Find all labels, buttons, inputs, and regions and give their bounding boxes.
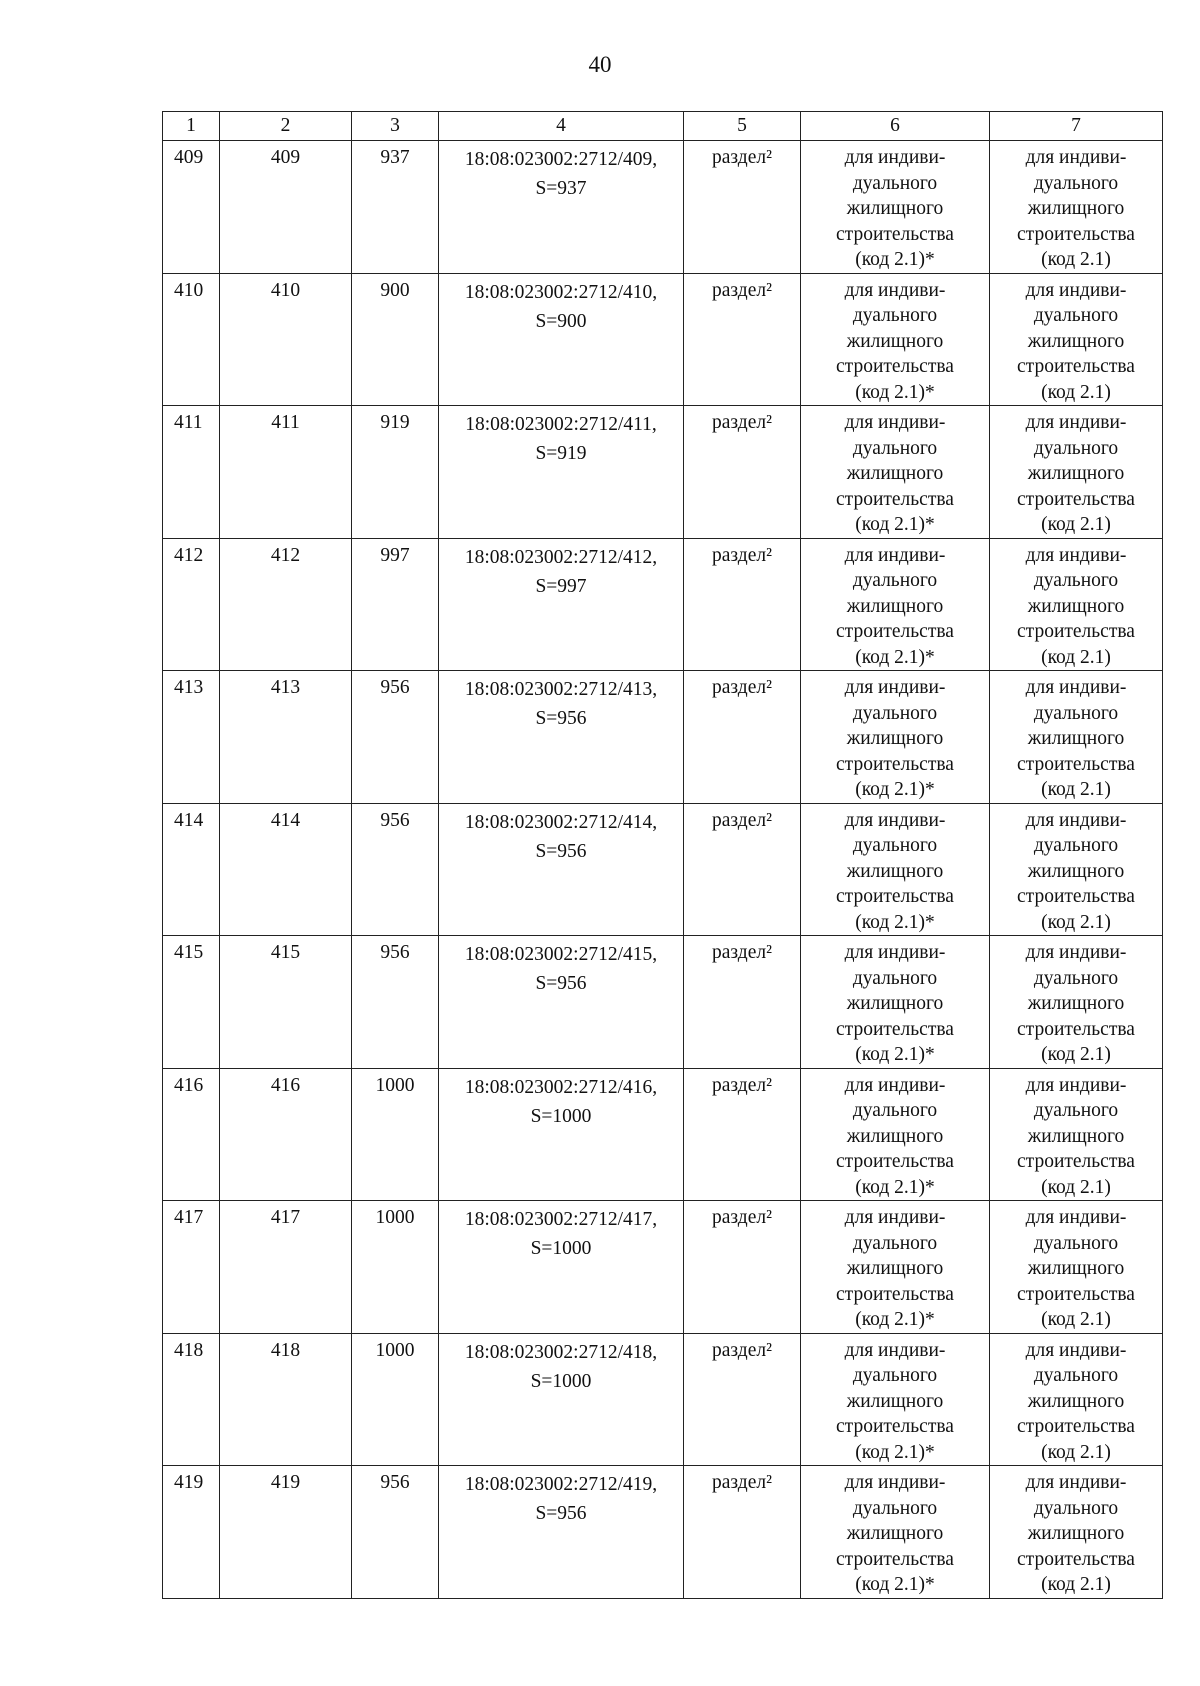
- page-number: 40: [588, 52, 612, 77]
- cell-permitted-use-current: для индиви- дуального жилищного строительства (код 2.1)*: [801, 803, 990, 936]
- header-col-7: 7: [990, 112, 1163, 141]
- cell-cadastral-number: 18:08:023002:2712/414, S=956: [439, 803, 684, 936]
- cell-plot-number: 413: [220, 671, 352, 804]
- cell-area: 1000: [352, 1333, 439, 1466]
- header-col-5: 5: [684, 112, 801, 141]
- cell-row-number: 415: [163, 936, 220, 1069]
- cell-area: 956: [352, 936, 439, 1069]
- cell-row-number: 419: [163, 1466, 220, 1599]
- cell-plot-number: 419: [220, 1466, 352, 1599]
- table-row: [163, 1068, 1163, 1201]
- cell-plot-number: 409: [220, 141, 352, 274]
- cell-permitted-use-new: для индиви- дуального жилищного строительства (код 2.1): [990, 1201, 1163, 1334]
- header-row: [163, 112, 1163, 141]
- cell-permitted-use-new: для индиви- дуального жилищного строительства (код 2.1): [990, 803, 1163, 936]
- cell-plot-number: 418: [220, 1333, 352, 1466]
- cell-plot-number: 410: [220, 273, 352, 406]
- cell-area: 1000: [352, 1201, 439, 1334]
- cell-cadastral-number: 18:08:023002:2712/413, S=956: [439, 671, 684, 804]
- cell-plot-number: 414: [220, 803, 352, 936]
- cell-permitted-use-new: для индиви- дуального жилищного строительства (код 2.1): [990, 1333, 1163, 1466]
- table-row: [163, 1201, 1163, 1334]
- cell-area: 956: [352, 803, 439, 936]
- cell-section: раздел²: [684, 803, 801, 936]
- cell-plot-number: 412: [220, 538, 352, 671]
- cell-permitted-use-current: для индиви- дуального жилищного строительства (код 2.1)*: [801, 406, 990, 539]
- cell-area: 937: [352, 141, 439, 274]
- cell-permitted-use-new: для индиви- дуального жилищного строительства (код 2.1): [990, 141, 1163, 274]
- land-plots-table: [162, 111, 1163, 1599]
- cell-area: 956: [352, 1466, 439, 1599]
- table-row: [163, 803, 1163, 936]
- cell-section: раздел²: [684, 141, 801, 274]
- cell-plot-number: 417: [220, 1201, 352, 1334]
- cell-area: 900: [352, 273, 439, 406]
- cell-area: 919: [352, 406, 439, 539]
- cell-cadastral-number: 18:08:023002:2712/417, S=1000: [439, 1201, 684, 1334]
- cell-cadastral-number: 18:08:023002:2712/409, S=937: [439, 141, 684, 274]
- cell-permitted-use-new: для индиви- дуального жилищного строительства (код 2.1): [990, 1466, 1163, 1599]
- cell-cadastral-number: 18:08:023002:2712/411, S=919: [439, 406, 684, 539]
- cell-area: 1000: [352, 1068, 439, 1201]
- table-row: [163, 273, 1163, 406]
- table-row: [163, 406, 1163, 539]
- cell-permitted-use-current: для индиви- дуального жилищного строительства (код 2.1)*: [801, 936, 990, 1069]
- cell-cadastral-number: 18:08:023002:2712/419, S=956: [439, 1466, 684, 1599]
- cell-row-number: 409: [163, 141, 220, 274]
- cell-row-number: 418: [163, 1333, 220, 1466]
- cell-row-number: 411: [163, 406, 220, 539]
- cell-section: раздел²: [684, 1466, 801, 1599]
- cell-plot-number: 415: [220, 936, 352, 1069]
- table-row: [163, 1333, 1163, 1466]
- cell-cadastral-number: 18:08:023002:2712/410, S=900: [439, 273, 684, 406]
- cell-cadastral-number: 18:08:023002:2712/418, S=1000: [439, 1333, 684, 1466]
- cell-section: раздел²: [684, 1201, 801, 1334]
- cell-permitted-use-new: для индиви- дуального жилищного строительства (код 2.1): [990, 406, 1163, 539]
- cell-permitted-use-current: для индиви- дуального жилищного строительства (код 2.1)*: [801, 273, 990, 406]
- cell-area: 997: [352, 538, 439, 671]
- cell-row-number: 412: [163, 538, 220, 671]
- header-col-2: 2: [220, 112, 352, 141]
- cell-section: раздел²: [684, 1068, 801, 1201]
- header-col-6: 6: [801, 112, 990, 141]
- table-row: [163, 671, 1163, 804]
- cell-permitted-use-current: для индиви- дуального жилищного строительства (код 2.1)*: [801, 141, 990, 274]
- cell-permitted-use-new: для индиви- дуального жилищного строительства (код 2.1): [990, 936, 1163, 1069]
- cell-plot-number: 416: [220, 1068, 352, 1201]
- cell-section: раздел²: [684, 671, 801, 804]
- header-col-4: 4: [439, 112, 684, 141]
- cell-section: раздел²: [684, 936, 801, 1069]
- cell-cadastral-number: 18:08:023002:2712/415, S=956: [439, 936, 684, 1069]
- cell-permitted-use-new: для индиви- дуального жилищного строительства (код 2.1): [990, 538, 1163, 671]
- cell-area: 956: [352, 671, 439, 804]
- cell-cadastral-number: 18:08:023002:2712/412, S=997: [439, 538, 684, 671]
- cell-permitted-use-current: для индиви- дуального жилищного строительства (код 2.1)*: [801, 1068, 990, 1201]
- table-row: [163, 141, 1163, 274]
- cell-permitted-use-current: для индиви- дуального жилищного строительства (код 2.1)*: [801, 538, 990, 671]
- cell-section: раздел²: [684, 273, 801, 406]
- cell-cadastral-number: 18:08:023002:2712/416, S=1000: [439, 1068, 684, 1201]
- table-header: [163, 112, 1163, 141]
- cell-plot-number: 411: [220, 406, 352, 539]
- cell-row-number: 410: [163, 273, 220, 406]
- cell-row-number: 417: [163, 1201, 220, 1334]
- cell-section: раздел²: [684, 1333, 801, 1466]
- table-row: [163, 936, 1163, 1069]
- header-col-3: 3: [352, 112, 439, 141]
- cell-permitted-use-current: для индиви- дуального жилищного строительства (код 2.1)*: [801, 1201, 990, 1334]
- cell-permitted-use-current: для индиви- дуального жилищного строительства (код 2.1)*: [801, 671, 990, 804]
- cell-section: раздел²: [684, 538, 801, 671]
- cell-permitted-use-new: для индиви- дуального жилищного строительства (код 2.1): [990, 273, 1163, 406]
- cell-permitted-use-current: для индиви- дуального жилищного строительства (код 2.1)*: [801, 1466, 990, 1599]
- cell-row-number: 416: [163, 1068, 220, 1201]
- table-row: [163, 1466, 1163, 1599]
- cell-permitted-use-current: для индиви- дуального жилищного строительства (код 2.1)*: [801, 1333, 990, 1466]
- cell-row-number: 414: [163, 803, 220, 936]
- table-body: [163, 141, 1163, 1599]
- table-row: [163, 538, 1163, 671]
- cell-row-number: 413: [163, 671, 220, 804]
- cell-permitted-use-new: для индиви- дуального жилищного строительства (код 2.1): [990, 671, 1163, 804]
- cell-permitted-use-new: для индиви- дуального жилищного строительства (код 2.1): [990, 1068, 1163, 1201]
- cell-section: раздел²: [684, 406, 801, 539]
- header-col-1: 1: [163, 112, 220, 141]
